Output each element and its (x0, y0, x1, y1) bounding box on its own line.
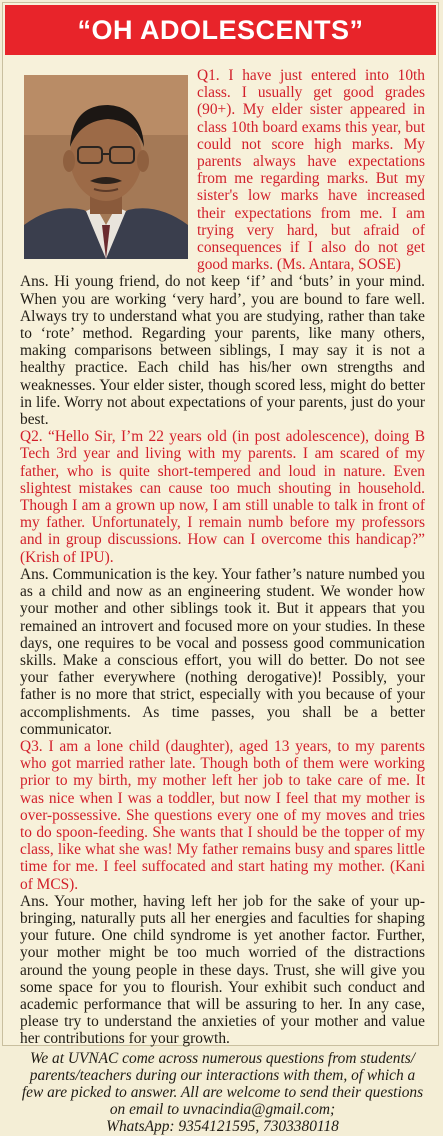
closing-line: parents/teachers during our interactions with them, of which a (29, 1066, 416, 1084)
question-3: Q3. I am a lone child (daughter), aged 13 years, to my parents who got married rather late. Though both of them were working prior to my birth, my mother left her job to take care of me. It was nice when I was a toddler, but now I feel that my mother is over-possessive. She questions every one of my moves and tries to do spoon-feeding. She wants that I should be the topper of my class, like what she was! My father remains busy and spares little time for me. I feel suffocated and start hating my mother. (Kani of MCS). (20, 737, 425, 893)
article-body (20, 67, 425, 1136)
closing-line: few are picked to answer. All are welcome to send their questions (21, 1083, 424, 1101)
question-1: Q1. I have just entered into 10th class. I usually get good grades (90+). My elder sister appeared in class 10th board exams this year, but could not score high marks. My parents always have expectations from me regarding marks. But my sister's low marks have increased their expectations from me. I am trying very hard, but afraid of consequences if I also do not get good marks. (Ms. Antara, SOSE) (197, 67, 425, 274)
answer-3: Ans. Your mother, having left her job for the sake of your up-bringing, naturally puts all her energies and faculties for shaping your future. One child syndrome is yet another factor. Further, your mother might be too much worried of the distractions around the young people in these days. Trust, she will give you some space for you to flourish. Your exhibit such conduct and academic performance that will be assuring to her. In any case, please try to understand the anxieties of your mother and value her contributions for your growth. (20, 892, 425, 1048)
answer-2: Ans. Communication is the key. Your father’s nature numbed you as a child and now as an engineering student. We wonder how your mother and other siblings took it. But it appears that you remained an introvert and focused more on your studies. In these days, one requires to be vocal and possess good communication skills. Make a conscious effort, you will do better. Do not see your father everywhere (nothing derogative)! Possibly, your father is no more that strict, especially with you because of your accomplishments. As time passes, you shall be a better communicator. (20, 565, 425, 738)
closing-whatsapp-line: WhatsApp: 9354121595, 7303380118 (106, 1118, 339, 1136)
article-title: “OH ADOLESCENTS” (5, 5, 436, 55)
closing-note (20, 1050, 425, 1136)
closing-email-line: on email to uvnacindia@gmail.com; (109, 1101, 336, 1119)
answer-1: Ans. Hi young friend, do not keep ‘if’ and ‘buts’ in your mind. When you are working ‘very hard’, you are bound to fare well. Always try to understand what you are studying, rather than take to ‘rote’ method. Regarding your parents, like many others, making comparisons between siblings, I may say it is not a healthy practice. Each child has his/her own strengths and weaknesses. Your elder sister, though scored less, might do better in life. Worry not about expectations of your parents, just do your best. (20, 273, 425, 429)
question-2: Q2. “Hello Sir, I’m 22 years old (in post adolescence), doing B Tech 3rd year and living with my parents. I am scared of my father, who is quite short-tempered and loud in nature. Even slightest mistakes can cause too much shouting in household. Though I am a grown up now, I am still unable to talk in front of my father. Unfortunately, I remain numb before my professors and in group discussions. How can I overcome this handicap?” (Krish of IPU). (20, 428, 425, 566)
closing-line: We at UVNAC come across numerous questions from students/ (29, 1049, 416, 1067)
